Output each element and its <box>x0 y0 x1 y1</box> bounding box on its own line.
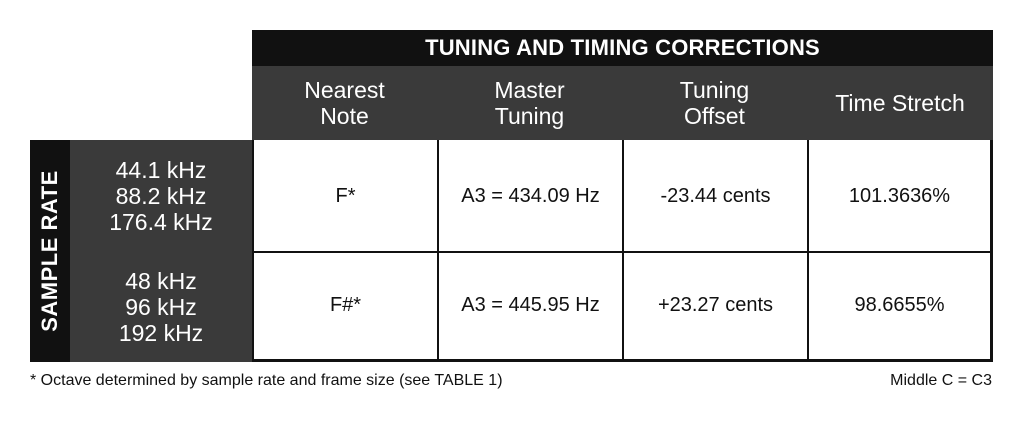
column-header-line: Note <box>320 103 369 129</box>
rate-value: 48 kHz <box>125 268 197 294</box>
column-header-line: Time Stretch <box>835 90 965 116</box>
middle-c-reference: Middle C = C3 <box>890 372 992 389</box>
rate-value: 176.4 kHz <box>109 209 213 235</box>
column-header-nearest-note <box>252 66 437 140</box>
column-header-master-tuning <box>437 66 622 140</box>
footnote: * Octave determined by sample rate and frame size (see TABLE 1) <box>30 372 503 389</box>
column-header-line: Offset <box>684 103 745 129</box>
column-header-time-stretch <box>807 66 993 140</box>
cell-master-tuning: A3 = 445.95 Hz <box>437 252 622 359</box>
cell-master-tuning: A3 = 434.09 Hz <box>437 140 622 252</box>
column-header-line: Tuning <box>494 103 565 129</box>
column-header-line: Nearest <box>304 77 385 103</box>
rate-value: 96 kHz <box>125 294 197 320</box>
cell-tuning-offset: +23.27 cents <box>622 252 807 359</box>
data-grid <box>252 140 993 362</box>
column-header-line: Master <box>494 77 565 103</box>
rate-value: 88.2 kHz <box>115 183 207 209</box>
cell-time-stretch: 98.6655% <box>807 252 990 359</box>
row-header-rates-1 <box>70 140 252 252</box>
cell-time-stretch: 101.3636% <box>807 140 990 252</box>
column-header-line: Tuning <box>679 77 750 103</box>
row-header-rates-2 <box>70 252 252 362</box>
sample-rate-side-label <box>30 140 70 362</box>
rate-value: 192 kHz <box>118 320 204 346</box>
rate-value: 44.1 kHz <box>115 157 207 183</box>
side-label-text: SAMPLE RATE <box>37 170 63 332</box>
cell-nearest-note: F#* <box>252 252 437 359</box>
cell-tuning-offset: -23.44 cents <box>622 140 807 252</box>
column-header-tuning-offset <box>622 66 807 140</box>
table-title: TUNING AND TIMING CORRECTIONS <box>252 30 993 66</box>
cell-nearest-note: F* <box>252 140 437 252</box>
